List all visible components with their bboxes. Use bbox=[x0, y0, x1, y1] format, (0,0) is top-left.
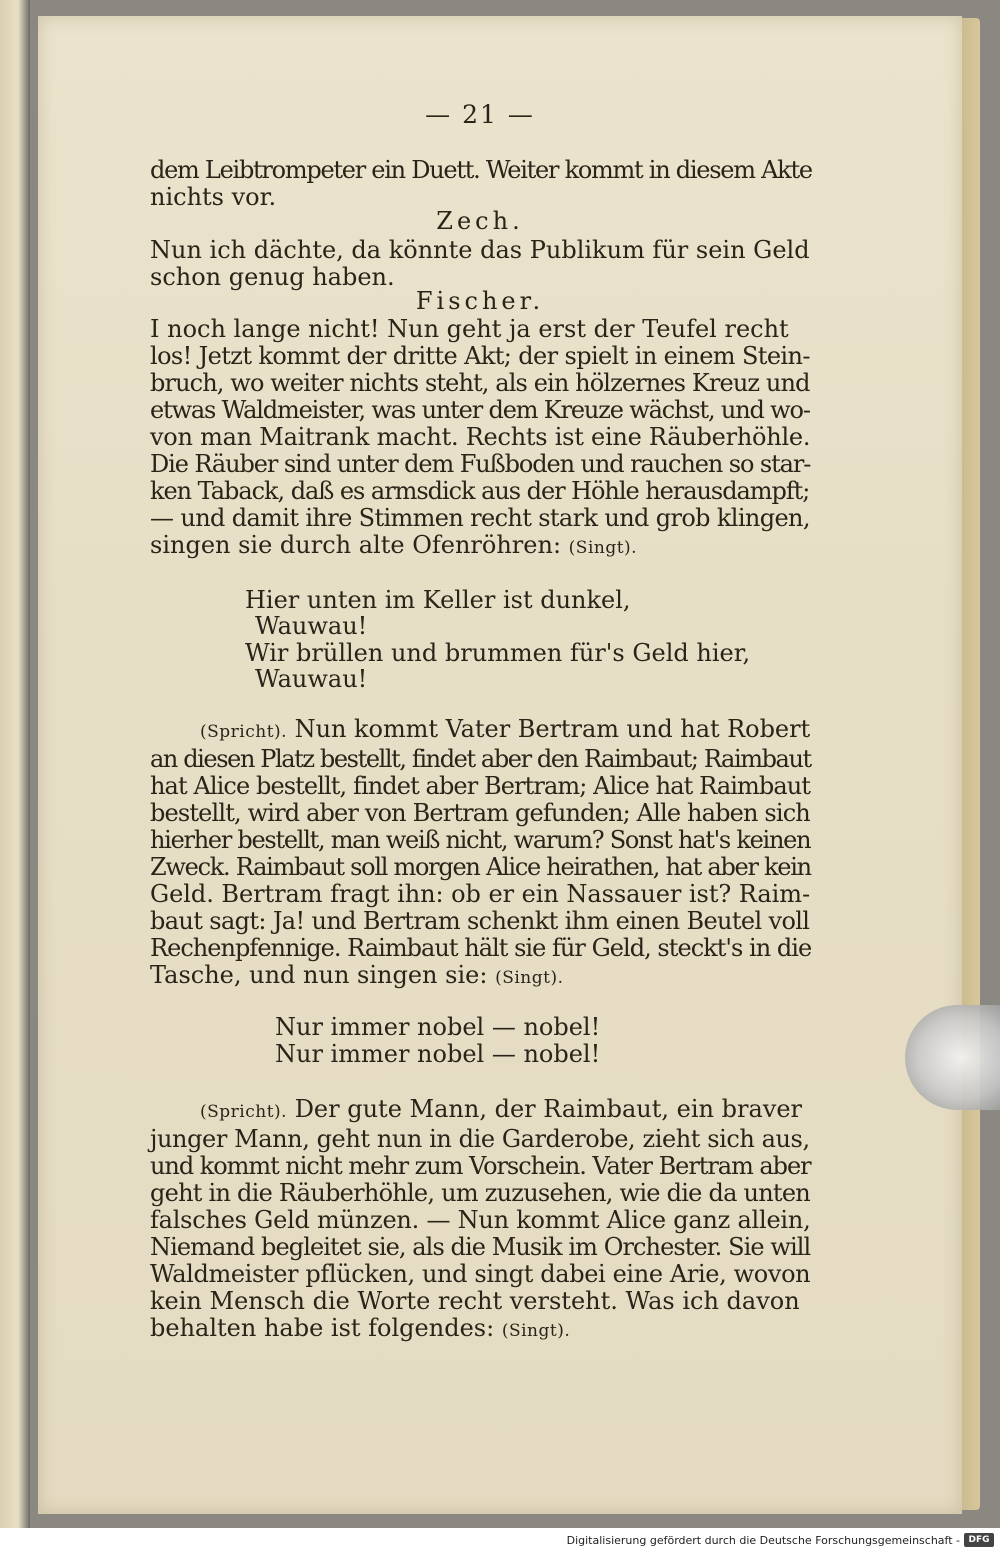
text-line bbox=[150, 1096, 810, 1126]
text-line: baut sagt: Ja! und Bertram schenkt ihm einen Beutel voll bbox=[150, 907, 810, 935]
text-line: geht in die Räuberhöhle, um zuzusehen, wie die da unten bbox=[150, 1179, 810, 1207]
bertram-paragraph bbox=[150, 716, 810, 992]
text-line: Waldmeister pflücken, und singt dabei eine Arie, wovon bbox=[150, 1260, 811, 1288]
text-line: dem Leibtrompeter ein Duett. Weiter kommt in diesem Akte bbox=[150, 156, 812, 184]
text-line: hierher bestellt, man weiß nicht, warum? Sonst hat's keinen bbox=[150, 826, 811, 854]
zech-paragraph bbox=[150, 237, 810, 291]
verse-line: Wir brüllen und brummen für's Geld hier, bbox=[245, 639, 751, 667]
stage-direction: (Singt). bbox=[495, 968, 564, 988]
verse-line: Wauwau! bbox=[255, 612, 368, 640]
verse-line: Nur immer nobel — nobel! bbox=[275, 1013, 601, 1041]
text-line: bruch, wo weiter nichts steht, als ein hölzernes Kreuz und bbox=[150, 369, 810, 397]
text-line: nichts vor. bbox=[150, 183, 277, 211]
verse-line: Wauwau! bbox=[255, 665, 368, 693]
text-line: falsches Geld münzen. — Nun kommt Alice ganz allein, bbox=[150, 1206, 811, 1234]
text-fragment: behalten habe ist folgendes: bbox=[150, 1314, 495, 1342]
text-line: Niemand begleitet sie, als die Musik im Orchester. Sie will bbox=[150, 1233, 811, 1261]
text-fragment: singen sie durch alte Ofenröhren: bbox=[150, 531, 562, 559]
funding-notice: Digitalisierung gefördert durch die Deutsche Forschungsgemeinschaft - bbox=[566, 1534, 960, 1547]
text-line: schon genug haben. bbox=[150, 263, 395, 291]
text-line: junger Mann, geht nun in die Garderobe, zieht sich aus, bbox=[150, 1125, 810, 1153]
text-line: bestellt, wird aber von Bertram gefunden; Alle haben sich bbox=[150, 799, 810, 827]
text-line: Nun ich dächte, da könnte das Publikum für sein Geld bbox=[150, 236, 810, 264]
text-line: etwas Waldmeister, was unter dem Kreuze wächst, und wo- bbox=[150, 396, 810, 424]
text-fragment: Nun kommt Vater Bertram und hat Robert bbox=[287, 715, 811, 743]
text-line: — und damit ihre Stimmen recht stark und grob klingen, bbox=[150, 504, 810, 532]
stage-direction: (Spricht). bbox=[200, 1102, 288, 1122]
text-line: I noch lange nicht! Nun geht ja erst der Teufel recht bbox=[150, 315, 789, 343]
text-line bbox=[150, 532, 810, 562]
text-line: ken Taback, daß es armsdick aus der Höhle herausdampft; bbox=[150, 477, 810, 505]
text-line: kein Mensch die Worte recht versteht. Was ich davon bbox=[150, 1287, 800, 1315]
alice-paragraph bbox=[150, 1096, 810, 1345]
text-line: von man Maitrank macht. Rechts ist eine Räuberhöhle. bbox=[150, 423, 811, 451]
text-line bbox=[150, 1315, 810, 1345]
verse-line: Hier unten im Keller ist dunkel, bbox=[245, 586, 631, 614]
footer-bar bbox=[0, 1528, 1000, 1553]
text-line: hat Alice bestellt, findet aber Bertram; Alice hat Raimbaut bbox=[150, 772, 811, 800]
text-line: los! Jetzt kommt der dritte Akt; der spielt in einem Stein- bbox=[150, 342, 810, 370]
stage-direction: (Singt). bbox=[501, 1321, 571, 1341]
text-line: Die Räuber sind unter dem Fußboden und rauchen so star- bbox=[150, 450, 811, 478]
verse-line: Nur immer nobel — nobel! bbox=[275, 1040, 601, 1068]
stage-direction: (Singt). bbox=[568, 538, 638, 558]
text-fragment: Der gute Mann, der Raimbaut, ein braver bbox=[287, 1095, 802, 1123]
text-line bbox=[150, 962, 810, 992]
thumb-holding-page bbox=[905, 1005, 1000, 1110]
page-number: — 21 — bbox=[425, 100, 535, 129]
text-line: Zweck. Raimbaut soll morgen Alice heirathen, hat aber kein bbox=[150, 853, 811, 881]
text-line: und kommt nicht mehr zum Vorschein. Vater Bertram aber bbox=[150, 1152, 811, 1180]
text-line: Rechenpfennige. Raimbaut hält sie für Geld, steckt's in die bbox=[150, 934, 812, 962]
text-line bbox=[150, 716, 810, 746]
stage-direction: (Spricht). bbox=[200, 722, 288, 742]
opening-paragraph bbox=[150, 157, 810, 211]
fischer-paragraph bbox=[150, 316, 810, 562]
dfg-logo-icon: DFG bbox=[964, 1533, 994, 1547]
text-fragment: Tasche, und nun singen sie: bbox=[150, 961, 488, 989]
facing-page-edge bbox=[0, 0, 30, 1528]
speaker-zech: Zech. bbox=[436, 207, 524, 235]
text-line: an diesen Platz bestellt, findet aber den Raimbaut; Raimbaut bbox=[150, 745, 811, 773]
speaker-fischer: Fischer. bbox=[415, 287, 545, 315]
text-line: Geld. Bertram fragt ihn: ob er ein Nassauer ist? Raim- bbox=[150, 880, 811, 908]
